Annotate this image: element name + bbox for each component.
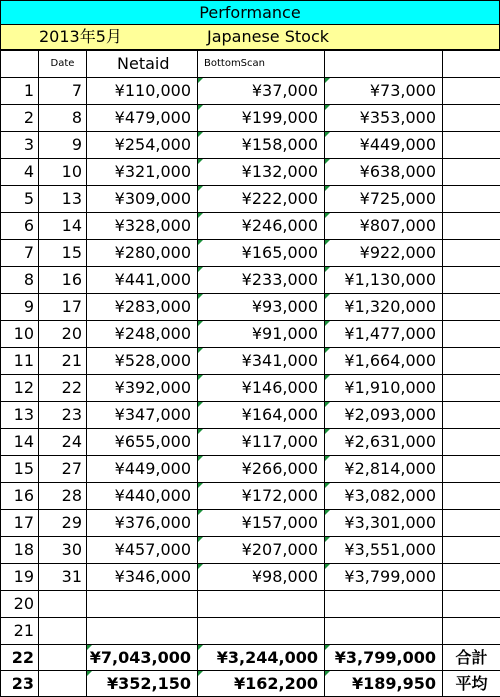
row-index-cell[interactable]: 10	[1, 321, 39, 348]
table-row	[1, 402, 500, 429]
empty-cell[interactable]	[443, 402, 500, 429]
performance-table	[0, 50, 500, 697]
cumulative-cell[interactable]: ¥1,910,000	[325, 375, 443, 402]
bottomscan-cell[interactable]: ¥266,000	[198, 456, 325, 483]
row-index-cell[interactable]: 3	[1, 132, 39, 159]
header-cell-col3[interactable]	[325, 51, 443, 78]
cumulative-cell[interactable]: ¥3,799,000	[325, 564, 443, 591]
total-bottomscan-cell[interactable]: ¥3,244,000	[198, 645, 325, 671]
empty-cell[interactable]	[443, 348, 500, 375]
cumulative-cell[interactable]	[325, 591, 443, 618]
netaid-cell[interactable]: ¥328,000	[87, 213, 198, 240]
netaid-cell[interactable]: ¥457,000	[87, 537, 198, 564]
netaid-cell[interactable]: ¥479,000	[87, 105, 198, 132]
row-index-cell[interactable]: 1	[1, 78, 39, 105]
sheet-title: Performance	[199, 3, 300, 22]
header-cell-bottomscan[interactable]: BottomScan	[198, 51, 325, 78]
cumulative-cell[interactable]	[325, 618, 443, 645]
empty-cell[interactable]	[443, 429, 500, 456]
row-index-cell[interactable]: 13	[1, 402, 39, 429]
empty-cell[interactable]	[443, 618, 500, 645]
average-label-cell[interactable]: 平均	[443, 671, 500, 697]
table-row	[1, 78, 500, 105]
netaid-cell[interactable]: ¥280,000	[87, 240, 198, 267]
empty-cell[interactable]	[443, 186, 500, 213]
netaid-cell[interactable]: ¥248,000	[87, 321, 198, 348]
row-index-cell[interactable]: 19	[1, 564, 39, 591]
bottomscan-cell[interactable]: ¥164,000	[198, 402, 325, 429]
bottomscan-cell[interactable]: ¥37,000	[198, 78, 325, 105]
row-index-cell[interactable]: 23	[1, 671, 39, 697]
row-index-cell[interactable]: 8	[1, 267, 39, 294]
bottomscan-cell[interactable]: ¥246,000	[198, 213, 325, 240]
empty-cell[interactable]	[443, 105, 500, 132]
cumulative-cell[interactable]: ¥1,664,000	[325, 348, 443, 375]
cumulative-cell[interactable]: ¥449,000	[325, 132, 443, 159]
table-row	[1, 213, 500, 240]
row-index-cell[interactable]: 16	[1, 483, 39, 510]
header-row	[1, 51, 500, 78]
average-netaid-cell[interactable]: ¥352,150	[87, 671, 198, 697]
average-bottomscan-cell[interactable]: ¥162,200	[198, 671, 325, 697]
row-index-cell[interactable]: 5	[1, 186, 39, 213]
date-cell[interactable]: 17	[39, 294, 87, 321]
bottomscan-cell[interactable]: ¥91,000	[198, 321, 325, 348]
cumulative-cell[interactable]: ¥1,477,000	[325, 321, 443, 348]
netaid-cell[interactable]: ¥528,000	[87, 348, 198, 375]
table-row	[1, 618, 500, 645]
date-cell[interactable]	[39, 591, 87, 618]
date-cell[interactable]	[39, 618, 87, 645]
netaid-cell[interactable]: ¥392,000	[87, 375, 198, 402]
date-cell[interactable]: 24	[39, 429, 87, 456]
netaid-cell[interactable]: ¥376,000	[87, 510, 198, 537]
empty-cell[interactable]	[39, 671, 87, 697]
total-netaid-cell[interactable]: ¥7,043,000	[87, 645, 198, 671]
date-cell[interactable]: 21	[39, 348, 87, 375]
netaid-cell[interactable]: ¥346,000	[87, 564, 198, 591]
bottomscan-cell[interactable]: ¥233,000	[198, 267, 325, 294]
date-cell[interactable]: 23	[39, 402, 87, 429]
row-index-cell[interactable]: 2	[1, 105, 39, 132]
empty-cell[interactable]	[443, 456, 500, 483]
empty-cell[interactable]	[443, 78, 500, 105]
bottomscan-cell[interactable]: ¥132,000	[198, 159, 325, 186]
month-label: 2013年5月	[39, 25, 122, 48]
empty-cell[interactable]	[443, 132, 500, 159]
netaid-cell[interactable]: ¥347,000	[87, 402, 198, 429]
netaid-cell[interactable]	[87, 618, 198, 645]
empty-cell[interactable]	[443, 483, 500, 510]
empty-cell[interactable]	[443, 564, 500, 591]
row-index-cell[interactable]: 18	[1, 537, 39, 564]
table-row	[1, 240, 500, 267]
total-cumulative-cell[interactable]: ¥3,799,000	[325, 645, 443, 671]
empty-cell[interactable]	[443, 159, 500, 186]
table-row	[1, 591, 500, 618]
date-cell[interactable]: 7	[39, 78, 87, 105]
empty-cell[interactable]	[39, 645, 87, 671]
bottomscan-cell[interactable]	[198, 618, 325, 645]
average-row	[1, 671, 500, 697]
netaid-cell[interactable]: ¥655,000	[87, 429, 198, 456]
average-cumulative-cell[interactable]: ¥189,950	[325, 671, 443, 697]
table-row	[1, 294, 500, 321]
bottomscan-cell[interactable]: ¥93,000	[198, 294, 325, 321]
bottomscan-cell[interactable]: ¥207,000	[198, 537, 325, 564]
cumulative-cell[interactable]: ¥3,301,000	[325, 510, 443, 537]
date-cell[interactable]: 14	[39, 213, 87, 240]
table-row	[1, 510, 500, 537]
row-index-cell[interactable]: 21	[1, 618, 39, 645]
row-index-cell[interactable]: 17	[1, 510, 39, 537]
date-cell[interactable]: 22	[39, 375, 87, 402]
table-row	[1, 321, 500, 348]
netaid-cell[interactable]: ¥441,000	[87, 267, 198, 294]
header-cell-index[interactable]	[1, 51, 39, 78]
bottomscan-cell[interactable]: ¥172,000	[198, 483, 325, 510]
table-row	[1, 537, 500, 564]
date-cell[interactable]: 10	[39, 159, 87, 186]
table-row	[1, 483, 500, 510]
bottomscan-cell[interactable]: ¥157,000	[198, 510, 325, 537]
bottomscan-cell[interactable]: ¥165,000	[198, 240, 325, 267]
date-cell[interactable]: 16	[39, 267, 87, 294]
row-index-cell[interactable]: 6	[1, 213, 39, 240]
table-row	[1, 564, 500, 591]
empty-cell[interactable]	[443, 510, 500, 537]
netaid-cell[interactable]	[87, 591, 198, 618]
bottomscan-cell[interactable]: ¥146,000	[198, 375, 325, 402]
row-index-cell[interactable]: 9	[1, 294, 39, 321]
header-cell-netaid[interactable]: Netaid	[87, 51, 198, 78]
cumulative-cell[interactable]: ¥3,082,000	[325, 483, 443, 510]
date-cell[interactable]: 9	[39, 132, 87, 159]
row-index-cell[interactable]: 7	[1, 240, 39, 267]
bottomscan-cell[interactable]	[198, 591, 325, 618]
cumulative-cell[interactable]: ¥807,000	[325, 213, 443, 240]
row-index-cell[interactable]: 22	[1, 645, 39, 671]
bottomscan-cell[interactable]: ¥117,000	[198, 429, 325, 456]
market-label: Japanese Stock	[207, 25, 329, 48]
bottomscan-cell[interactable]: ¥341,000	[198, 348, 325, 375]
netaid-cell[interactable]: ¥449,000	[87, 456, 198, 483]
date-cell[interactable]: 31	[39, 564, 87, 591]
cumulative-cell[interactable]: ¥1,130,000	[325, 267, 443, 294]
table-row	[1, 429, 500, 456]
date-cell[interactable]: 30	[39, 537, 87, 564]
cumulative-cell[interactable]: ¥73,000	[325, 78, 443, 105]
date-cell[interactable]: 29	[39, 510, 87, 537]
cumulative-cell[interactable]: ¥2,093,000	[325, 402, 443, 429]
cumulative-cell[interactable]: ¥353,000	[325, 105, 443, 132]
table-row	[1, 159, 500, 186]
table-row	[1, 105, 500, 132]
date-cell[interactable]: 28	[39, 483, 87, 510]
cumulative-cell[interactable]: ¥922,000	[325, 240, 443, 267]
row-index-cell[interactable]: 11	[1, 348, 39, 375]
bottomscan-cell[interactable]: ¥98,000	[198, 564, 325, 591]
cumulative-cell[interactable]: ¥2,814,000	[325, 456, 443, 483]
total-label-cell[interactable]: 合計	[443, 645, 500, 671]
sheet-title-cell[interactable]	[0, 0, 500, 25]
cumulative-cell[interactable]: ¥3,551,000	[325, 537, 443, 564]
row-index-cell[interactable]: 20	[1, 591, 39, 618]
table-row	[1, 267, 500, 294]
netaid-cell[interactable]: ¥110,000	[87, 78, 198, 105]
table-row	[1, 186, 500, 213]
row-index-cell[interactable]: 15	[1, 456, 39, 483]
date-cell[interactable]: 15	[39, 240, 87, 267]
table-row	[1, 456, 500, 483]
empty-cell[interactable]	[443, 375, 500, 402]
cumulative-cell[interactable]: ¥725,000	[325, 186, 443, 213]
date-cell[interactable]: 27	[39, 456, 87, 483]
cumulative-cell[interactable]: ¥2,631,000	[325, 429, 443, 456]
bottomscan-cell[interactable]: ¥158,000	[198, 132, 325, 159]
sheet-subtitle-row[interactable]	[0, 25, 500, 50]
row-index-cell[interactable]: 14	[1, 429, 39, 456]
cumulative-cell[interactable]: ¥638,000	[325, 159, 443, 186]
cumulative-cell[interactable]: ¥1,320,000	[325, 294, 443, 321]
empty-cell[interactable]	[443, 240, 500, 267]
total-row	[1, 645, 500, 671]
netaid-cell[interactable]: ¥254,000	[87, 132, 198, 159]
bottomscan-cell[interactable]: ¥199,000	[198, 105, 325, 132]
row-index-cell[interactable]: 4	[1, 159, 39, 186]
header-cell-col4[interactable]	[443, 51, 500, 78]
netaid-cell[interactable]: ¥321,000	[87, 159, 198, 186]
header-cell-date[interactable]: Date	[39, 51, 87, 78]
empty-cell[interactable]	[443, 591, 500, 618]
empty-cell[interactable]	[443, 294, 500, 321]
table-row	[1, 132, 500, 159]
bottomscan-cell[interactable]: ¥222,000	[198, 186, 325, 213]
netaid-cell[interactable]: ¥309,000	[87, 186, 198, 213]
empty-cell[interactable]	[443, 267, 500, 294]
empty-cell[interactable]	[443, 321, 500, 348]
netaid-cell[interactable]: ¥440,000	[87, 483, 198, 510]
row-index-cell[interactable]: 12	[1, 375, 39, 402]
empty-cell[interactable]	[443, 213, 500, 240]
date-cell[interactable]: 8	[39, 105, 87, 132]
netaid-cell[interactable]: ¥283,000	[87, 294, 198, 321]
date-cell[interactable]: 13	[39, 186, 87, 213]
table-row	[1, 348, 500, 375]
empty-cell[interactable]	[443, 537, 500, 564]
table-row	[1, 375, 500, 402]
date-cell[interactable]: 20	[39, 321, 87, 348]
